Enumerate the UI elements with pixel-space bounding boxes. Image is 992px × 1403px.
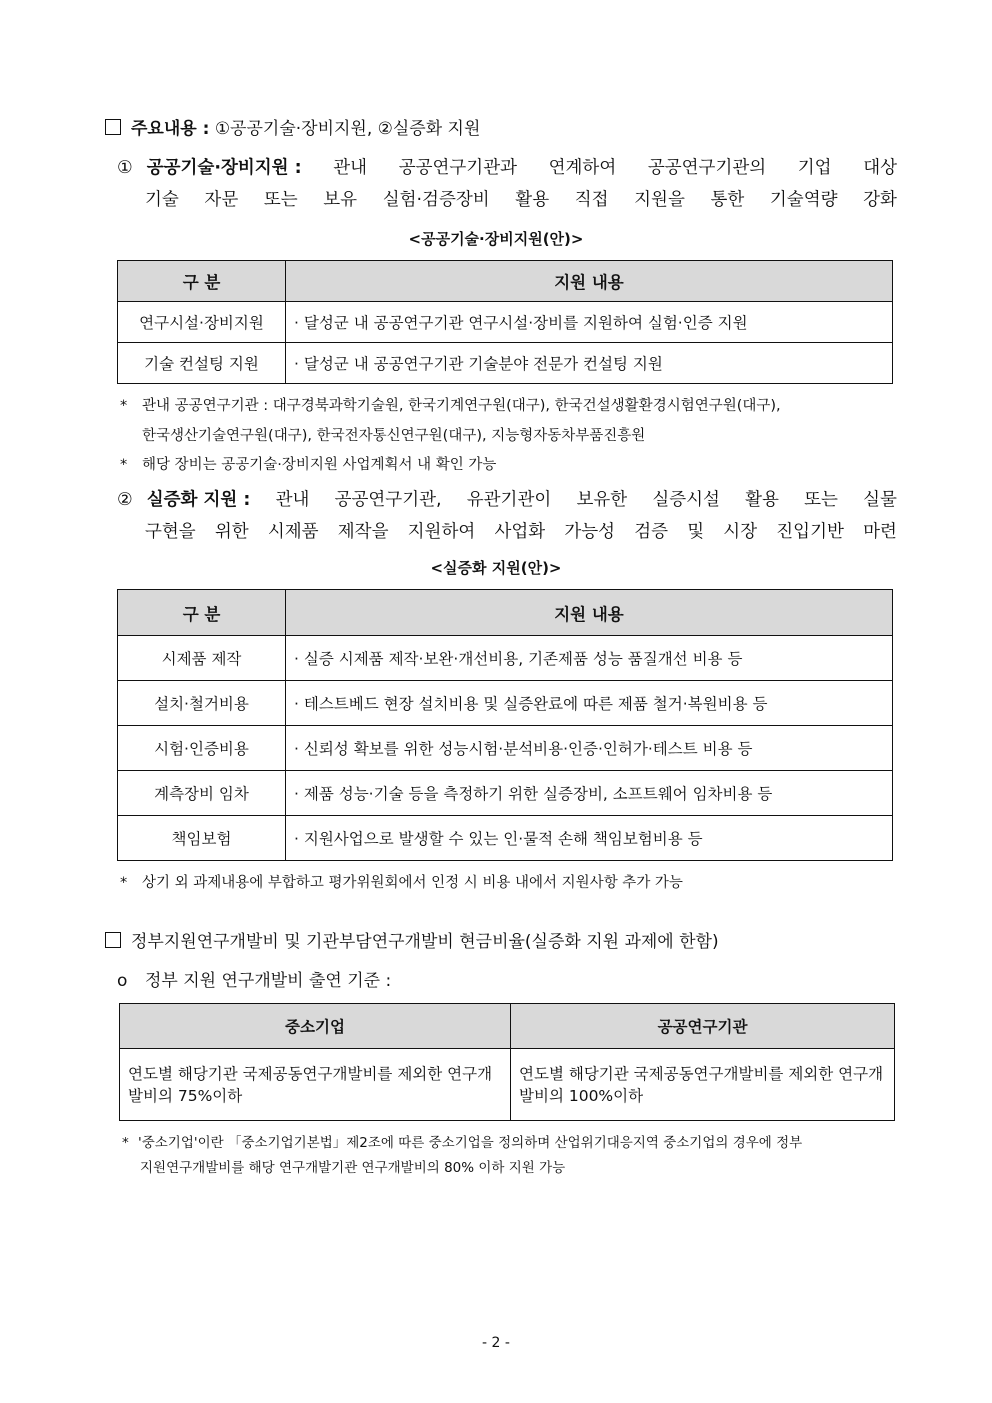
item-word: 또는 [263, 190, 298, 210]
note-additional [120, 871, 683, 892]
table-header-row [118, 590, 893, 636]
item-demonstration [117, 484, 897, 548]
note-mark: * [120, 398, 128, 414]
item2-line2 [117, 516, 897, 548]
col-header-public-institute: 공공연구기관 [511, 1004, 895, 1049]
cell-category: 계측장비 임차 [118, 771, 286, 816]
note-mark: * [120, 457, 128, 473]
table-row [120, 1049, 895, 1121]
item-word: 활용 [745, 490, 779, 510]
cell-public-institute: 연도별 해당기관 국제공동연구개발비를 제외한 연구개발비의 100%이하 [511, 1049, 895, 1121]
table-row [118, 681, 893, 726]
item-word: 보유한 [576, 490, 628, 510]
note-agencies [120, 394, 781, 415]
item-word: 기술 [145, 190, 179, 210]
section-heading-main [105, 114, 480, 139]
sub-item-text: 정부 지원 연구개발비 출연 기준 : [145, 971, 392, 991]
item-word: 강화 [863, 190, 897, 210]
cell-content: · 실증 시제품 제작·보완·개선비용, 기존제품 성능 품질개선 비용 등 [286, 636, 893, 681]
item-word: 관내 [333, 158, 368, 178]
item-word: 관내 [275, 490, 310, 510]
section-heading-ratio [105, 927, 719, 952]
note-text: 상기 외 과제내용에 부합하고 평가위원회에서 인정 시 비용 내에서 지원사항 추가 가능 [142, 875, 683, 891]
table-demonstration [117, 589, 893, 861]
col-header-category: 구 분 [118, 261, 286, 302]
item1-line2 [117, 184, 897, 216]
cell-category: 연구시설·장비지원 [118, 302, 286, 343]
cell-sme: 연도별 해당기관 국제공동연구개발비를 제외한 연구개발비의 75%이하 [120, 1049, 511, 1121]
item-word: 유관기관이 [466, 490, 552, 510]
item-word: 제작을 [337, 522, 389, 542]
item1-line1 [117, 152, 897, 184]
sub-item-standard [117, 966, 391, 991]
table-row [118, 771, 893, 816]
cell-content: · 지원사업으로 발생할 수 있는 인·물적 손해 책임보험비용 등 [286, 816, 893, 861]
item-word: 실증시설 [652, 490, 720, 510]
item-word: 활용 [515, 190, 550, 210]
item-word: 통한 [710, 190, 745, 210]
cell-category: 책임보험 [118, 816, 286, 861]
item-word: 자문 [204, 190, 239, 210]
item-word: 가능성 [564, 522, 616, 542]
note-text: '중소기업'이란 「중소기업기본법」제2조에 따른 중소기업을 정의하며 산업위기대응지역 중소기업의 경우에 정부 [138, 1135, 803, 1151]
note-mark: * [120, 875, 128, 891]
table-row [118, 343, 893, 384]
col-header-sme: 중소기업 [120, 1004, 511, 1049]
cell-content: · 테스트베드 현장 설치비용 및 실증완료에 따른 제품 철거·복원비용 등 [286, 681, 893, 726]
note-equipment [120, 453, 496, 474]
note-text: 관내 공공연구기관 : 대구경북과학기술원, 한국기계연구원(대구), 한국건설생활환경시험연구원(대구), [142, 398, 781, 414]
cell-category: 설치·철거비용 [118, 681, 286, 726]
item-word: 연계하여 [548, 158, 617, 178]
table-row [118, 302, 893, 343]
table-header-row [118, 261, 893, 302]
heading-label: 주요내용 : [131, 119, 210, 139]
item-word: 실험·검증장비 [382, 190, 490, 210]
item-word: 시제품 [267, 522, 319, 542]
cell-content: · 달성군 내 공공연구기관 연구시설·장비를 지원하여 실험·인증 지원 [286, 302, 893, 343]
cell-category: 기술 컨설팅 지원 [118, 343, 286, 384]
item-word: 공공연구기관의 [647, 158, 767, 178]
item-word: 검증 [634, 522, 669, 542]
item-word: 위한 [214, 522, 249, 542]
item-word: 기업 [797, 158, 832, 178]
item-title: 공공기술·장비지원 : [146, 158, 302, 178]
note-sme-definition-cont: 지원연구개발비를 해당 연구개발기관 연구개발비의 80% 이하 지원 가능 [140, 1160, 566, 1176]
item2-line1 [117, 484, 897, 516]
table-row [118, 816, 893, 861]
item-word: 대상 [863, 158, 897, 178]
item-title: 실증화 지원 : [146, 490, 251, 510]
item-word: 보유 [323, 190, 358, 210]
item-word: 진입기반 [776, 522, 844, 542]
cell-category: 시제품 제작 [118, 636, 286, 681]
table-public-tech [117, 260, 893, 384]
page-number: - 2 - [482, 1335, 510, 1351]
item-word: 지원을 [634, 190, 685, 210]
item-number: ② [117, 490, 133, 510]
note-text: 해당 장비는 공공기술·장비지원 사업계획서 내 확인 가능 [142, 457, 497, 473]
item-word: 실물 [863, 490, 897, 510]
checkbox-square-icon [105, 119, 121, 135]
checkbox-square-icon [105, 932, 121, 948]
cell-content: · 신뢰성 확보를 위한 성능시험·분석비용·인증·인허가·테스트 비용 등 [286, 726, 893, 771]
item-public-tech [117, 152, 897, 216]
item-word: 구현을 [145, 522, 196, 542]
heading-text: 정부지원연구개발비 및 기관부담연구개발비 현금비율(실증화 지원 과제에 한함) [131, 932, 719, 952]
col-header-category: 구 분 [118, 590, 286, 636]
table-funding-ratio [119, 1003, 895, 1121]
col-header-content: 지원 내용 [286, 261, 893, 302]
item-lead [117, 484, 250, 516]
bullet-circle-icon: o [117, 971, 128, 991]
heading-text: ①공공기술·장비지원, ②실증화 지원 [214, 119, 481, 139]
item-lead [117, 152, 302, 184]
table-row [118, 726, 893, 771]
item-word: 공공연구기관과 [398, 158, 518, 178]
item-word: 지원하여 [407, 522, 476, 542]
note-mark: * [122, 1135, 129, 1151]
item-word: 마련 [863, 522, 897, 542]
note-agencies-cont: 한국생산기술연구원(대구), 한국전자통신연구원(대구), 지능형자동차부품진흥원 [142, 428, 646, 444]
item-number: ① [117, 158, 133, 178]
table-header-row [120, 1004, 895, 1049]
cell-category: 시험·인증비용 [118, 726, 286, 771]
table2-caption: <실증화 지원(안)> [430, 559, 562, 577]
col-header-content: 지원 내용 [286, 590, 893, 636]
item-word: 공공연구기관, [334, 490, 442, 510]
item-word: 또는 [804, 490, 838, 510]
cell-content: · 달성군 내 공공연구기관 기술분야 전문가 컨설팅 지원 [286, 343, 893, 384]
item-word: 직접 [574, 190, 609, 210]
cell-content: · 제품 성능·기술 등을 측정하기 위한 실증장비, 소프트웨어 임차비용 등 [286, 771, 893, 816]
item-word: 및 [687, 522, 705, 542]
item-word: 기술역량 [769, 190, 838, 210]
note-sme-definition [122, 1131, 802, 1151]
table1-caption: <공공기술·장비지원(안)> [408, 230, 584, 248]
item-word: 사업화 [494, 522, 546, 542]
table-row [118, 636, 893, 681]
item-word: 시장 [723, 522, 758, 542]
